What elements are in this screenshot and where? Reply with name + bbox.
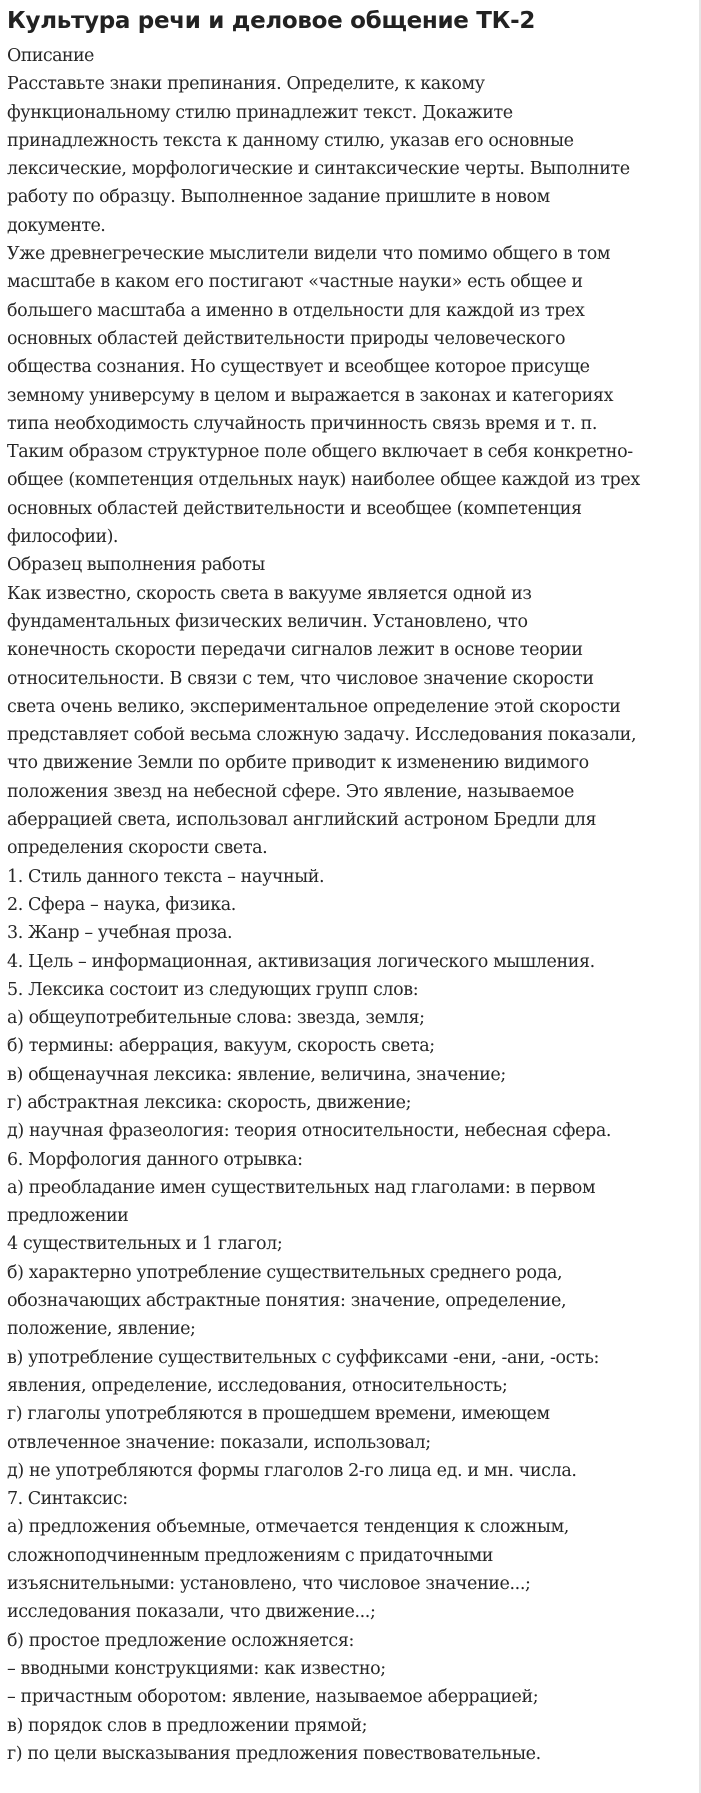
text-line: изъяснительными: установлено, что числовое значение...; <box>7 1574 531 1595</box>
text-line: 5. Лексика состоит из следующих групп слов: <box>7 979 419 1000</box>
text-line: основных областей действительности и всеобщее (компетенция <box>7 498 582 519</box>
document-title: Культура речи и деловое общение ТК-2 <box>7 8 536 34</box>
text-line: функциональному стилю принадлежит текст. Докажите <box>7 102 513 123</box>
text-line: конечность скорости передачи сигналов лежит в основе теории <box>7 640 583 661</box>
text-line: земному универсуму в целом и выражается в законах и категориях <box>7 385 614 406</box>
text-line: обозначающих абстрактные понятия: значение, определение, <box>7 1291 567 1312</box>
text-line: 4 существительных и 1 глагол; <box>7 1234 283 1255</box>
text-line: основных областей действительности природы человеческого <box>7 328 566 349</box>
text-line: д) научная фразеология: теория относительности, небесная сфера. <box>7 1121 612 1142</box>
text-line: а) преобладание имен существительных над глаголами: в первом <box>7 1177 596 1198</box>
text-line: Таким образом структурное поле общего включает в себя конкретно- <box>7 442 633 463</box>
text-line: 3. Жанр – учебная проза. <box>7 923 233 944</box>
text-line: 6. Морфология данного отрывка: <box>7 1149 303 1170</box>
text-line: в) общенаучная лексика: явление, величина, значение; <box>7 1064 506 1085</box>
text-line: – причастным оборотом: явление, называемое аберрацией; <box>7 1687 539 1708</box>
text-line: большего масштаба а именно в отдельности для каждой из трех <box>7 300 585 321</box>
text-line: а) общеупотребительные слова: звезда, земля; <box>7 1008 425 1029</box>
text-line: относительности. В связи с тем, что числовое значение скорости <box>7 668 594 689</box>
text-line: Образец выполнения работы <box>7 555 265 576</box>
text-line: общее (компетенция отдельных наук) наиболее общее каждой из трех <box>7 470 640 491</box>
text-line: д) не употребляются формы глаголов 2-го лица ед. и мн. числа. <box>7 1460 577 1481</box>
text-line: 1. Стиль данного текста – научный. <box>7 866 325 887</box>
text-line: фундаментальных физических величин. Установлено, что <box>7 611 528 632</box>
text-line: б) характерно употребление существительных среднего рода, <box>7 1262 563 1283</box>
text-line: а) предложения объемные, отмечается тенденция к сложным, <box>7 1517 569 1538</box>
text-line: положения звезд на небесной сфере. Это явление, называемое <box>7 781 574 802</box>
text-line: аберрацией света, использовал английский астроном Бредли для <box>7 810 597 831</box>
text-line: 4. Цель – информационная, активизация логического мышления. <box>7 951 595 972</box>
text-line: масштабе в каком его постигают «частные науки» есть общее и <box>7 272 583 293</box>
text-line: г) по цели высказывания предложения повествовательные. <box>7 1743 541 1764</box>
text-line: определения скорости света. <box>7 838 268 859</box>
text-line: принадлежность текста к данному стилю, указав его основные <box>7 130 574 151</box>
text-line: Уже древнегреческие мыслители видели что помимо общего в том <box>7 244 611 265</box>
text-line: г) глаголы употребляются в прошедшем времени, имеющем <box>7 1404 550 1425</box>
text-line: положение, явление; <box>7 1319 196 1340</box>
text-line: отвлеченное значение: показали, использовал; <box>7 1432 431 1453</box>
text-line: исследования показали, что движение...; <box>7 1602 376 1623</box>
text-line: в) употребление существительных с суффиксами -ени, -ани, -ость: <box>7 1347 600 1368</box>
text-line: лексические, морфологические и синтаксические черты. Выполните <box>7 159 630 180</box>
text-line: – вводными конструкциями: как известно; <box>7 1658 386 1679</box>
document-body <box>7 42 691 1768</box>
text-line: философии). <box>7 527 118 548</box>
text-line: света очень велико, экспериментальное определение этой скорости <box>7 696 621 717</box>
text-line: г) абстрактная лексика: скорость, движение; <box>7 1092 412 1113</box>
text-line: общества сознания. Но существует и всеобщее которое присуще <box>7 357 590 378</box>
text-line: документе. <box>7 215 106 236</box>
text-line: б) простое предложение осложняется: <box>7 1630 354 1651</box>
text-line: Описание <box>7 46 94 66</box>
text-line: явления, определение, исследования, относительность; <box>7 1375 508 1396</box>
text-line: работу по образцу. Выполненное задание пришлите в новом <box>7 187 550 208</box>
text-line: сложноподчиненным предложениям с придаточными <box>7 1545 494 1566</box>
text-line: 7. Синтаксис: <box>7 1489 128 1510</box>
text-line: б) термины: аберрация, вакуум, скорость света; <box>7 1036 435 1057</box>
text-line: 2. Сфера – наука, физика. <box>7 894 236 915</box>
text-line: предложении <box>7 1206 129 1227</box>
text-line: в) порядок слов в предложении прямой; <box>7 1715 368 1736</box>
text-line: типа необходимость случайность причинность связь время и т. п. <box>7 413 598 434</box>
text-line: представляет собой весьма сложную задачу. Исследования показали, <box>7 725 637 746</box>
text-line: что движение Земли по орбите приводит к изменению видимого <box>7 753 589 774</box>
text-line: Как известно, скорость света в вакууме является одной из <box>7 583 532 604</box>
text-line: Расставьте знаки препинания. Определите, к какому <box>7 74 485 95</box>
